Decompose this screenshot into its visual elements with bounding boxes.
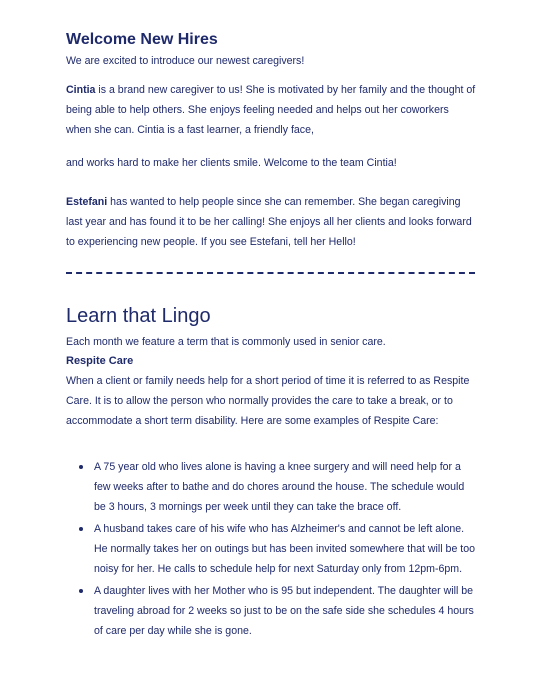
hire-paragraph-cintia-continued: and works hard to make her clients smile. Welcome to the team Cintia! (66, 157, 397, 169)
list-item (94, 581, 476, 641)
hire-name: Estefani (66, 196, 108, 208)
bullet-icon (79, 589, 83, 593)
hire-paragraph-cintia (66, 80, 476, 140)
welcome-intro: We are excited to introduce our newest caregivers! (66, 55, 305, 67)
hire-description: is a brand new caregiver to us! She is motivated by her family and the thought of being able to help others. She enjoys feeling needed and helps out her coworkers when she can. Cintia is a fast learner, a friendly face, (66, 84, 476, 136)
hire-name: Cintia (66, 84, 96, 96)
bullet-icon (79, 527, 83, 531)
examples-list (66, 457, 476, 643)
lingo-intro: Each month we feature a term that is commonly used in senior care. (66, 336, 386, 348)
section-divider (66, 272, 475, 274)
welcome-heading: Welcome New Hires (66, 31, 218, 48)
list-item-text: A 75 year old who lives alone is having a knee surgery and will need help for a few weeks after to bathe and do chores around the house. The schedule would be 3 hours, 3 mornings per week until they can take the brace off. (94, 461, 465, 513)
list-item-text: A daughter lives with her Mother who is 95 but independent. The daughter will be traveling abroad for 2 weeks so just to be on the safe side she schedules 4 hours of care per day while she is gone. (94, 585, 474, 637)
lingo-definition: When a client or family needs help for a short period of time it is referred to as Respite Care. It is to allow the person who normally provides the care to take a break, or to accommodate a short term disability. Here are some examples of Respite Care: (66, 375, 470, 427)
list-item (94, 519, 476, 579)
list-item (94, 457, 476, 517)
lingo-heading: Learn that Lingo (66, 305, 211, 327)
lingo-term: Respite Care (66, 355, 134, 367)
list-item-text: A husband takes care of his wife who has Alzheimer's and cannot be left alone. He normally takes her on outings but has been invited somewhere that will be too noisy for her. He calls to schedule help for next Saturday only from 12pm-6pm. (94, 523, 476, 575)
bullet-icon (79, 465, 83, 469)
hire-description: has wanted to help people since she can remember. She began caregiving last year and has found it to be her calling! She enjoys all her clients and looks forward to experiencing new people. If you see Estefani, tell her Hello! (66, 196, 472, 248)
hire-paragraph-estefani (66, 192, 476, 252)
